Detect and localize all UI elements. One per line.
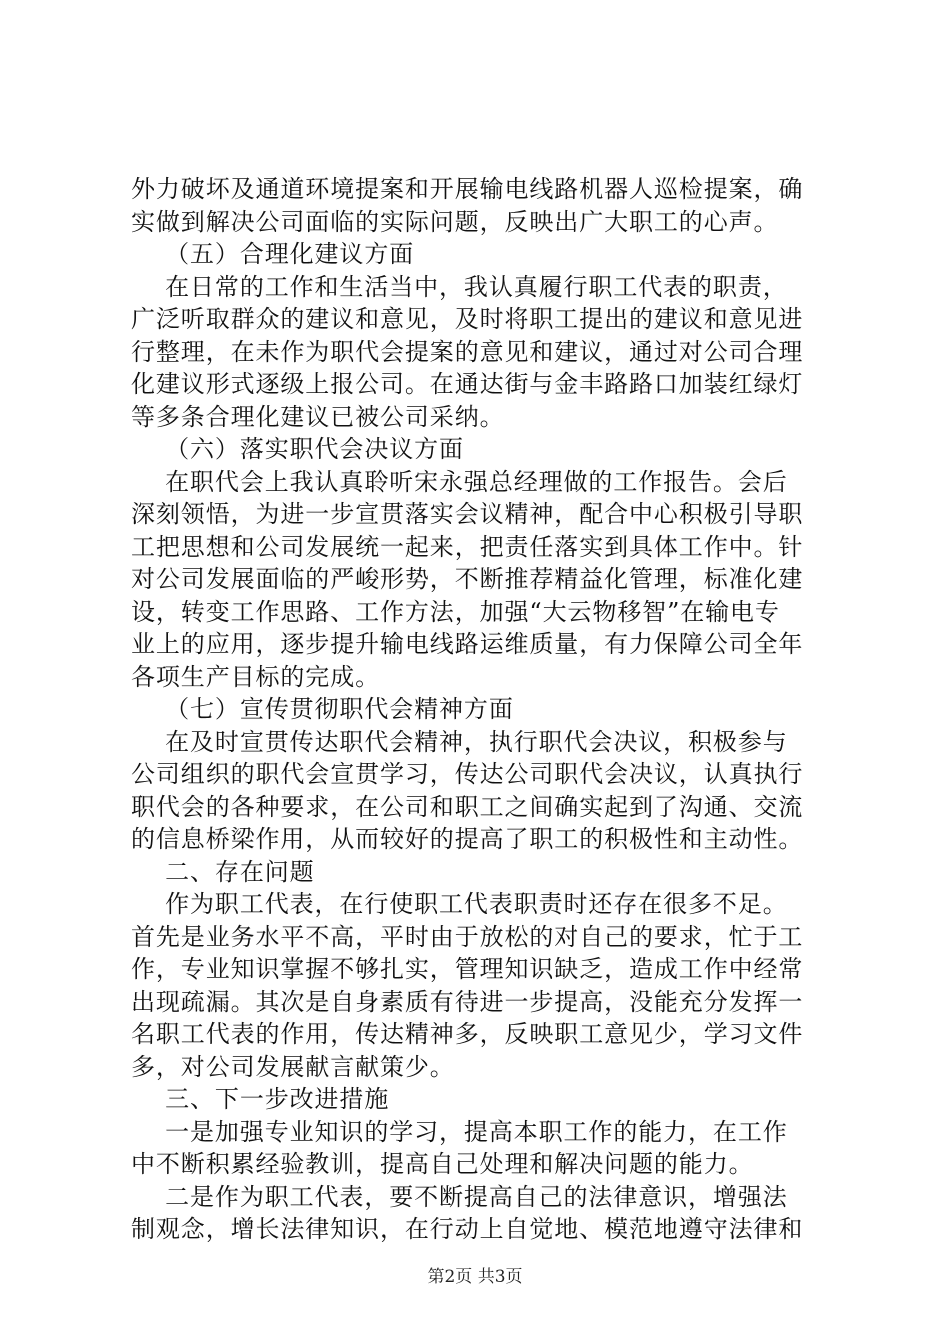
text-line: 业上的应用，逐步提升输电线路运维质量，有力保障公司全年 [131,630,804,658]
section-heading: 二、存在问题 [131,857,315,886]
text-line: 首先是业务水平不高，平时由于放松的对自己的要求，忙于工 [131,922,804,951]
text-line: 行整理，在未作为职代会提案的意见和建议，通过对公司合理 [131,337,804,366]
text-line: 深刻领悟，为进一步宣贯落实会议精神，配合中心积极引导职 [131,500,804,528]
text-line: 作为职工代表，在行使职工代表职责时还存在很多不足。 [131,890,788,918]
section-heading: （五）合理化建议方面 [131,240,415,268]
text-line: 在日常的工作和生活当中，我认真履行职工代表的职责， [131,272,788,301]
text-line: 广泛听取群众的建议和意见，及时将职工提出的建议和意见进 [131,305,804,333]
section-heading: （六）落实职代会决议方面 [131,435,464,463]
page-number: 第2页 共3页 [427,1267,523,1287]
section-heading: （七）宣传贯彻职代会精神方面 [131,695,514,723]
text-line: 二是作为职工代表，要不断提高自己的法律意识，增强法 [131,1182,788,1211]
text-line: 出现疏漏。其次是自身素质有待进一步提高，没能充分发挥一 [131,987,804,1016]
text-line: 各项生产目标的完成。 [131,662,380,691]
text-line: 制观念，增长法律知识，在行动上自觉地、模范地遵守法律和 [131,1215,804,1243]
text-line: 在职代会上我认真聆听宋永强总经理做的工作报告。会后 [131,467,788,496]
text-line: 工把思想和公司发展统一起来，把责任落实到具体工作中。针 [131,532,804,561]
text-line: 在及时宣贯传达职代会精神，执行职代会决议，积极参与 [131,727,788,756]
text-line: 作，专业知识掌握不够扎实，管理知识缺乏，造成工作中经常 [131,955,804,983]
text-line: 名职工代表的作用，传达精神多，反映职工意见少，学习文件 [131,1020,804,1048]
text-line: 一是加强专业知识的学习，提高本职工作的能力，在工作 [131,1117,788,1146]
page-footer [0,1262,950,1287]
text-line: 职代会的各种要求，在公司和职工之间确实起到了沟通、交流 [131,792,804,821]
text-line: 公司组织的职代会宣贯学习，传达公司职代会决议，认真执行 [131,760,804,788]
text-line: 设，转变工作思路、工作方法，加强“大云物移智”在输电专 [131,597,780,626]
text-line: 中不断积累经验教训，提高自己处理和解决问题的能力。 [131,1150,754,1178]
text-line: 等多条合理化建议已被公司采纳。 [131,402,505,431]
text-line: 外力破坏及通道环境提案和开展输电线路机器人巡检提案，确 [131,175,804,203]
text-line: 的信息桥梁作用，从而较好的提高了职工的积极性和主动性。 [131,825,804,853]
text-line: 化建议形式逐级上报公司。在通达街与金丰路路口加装红绿灯 [131,370,804,398]
text-line: 实做到解决公司面临的实际问题，反映出广大职工的心声。 [131,207,779,236]
document-body [131,173,831,1246]
text-line: 多，对公司发展献言献策少。 [131,1052,455,1081]
section-heading: 三、下一步改进措施 [131,1085,390,1113]
text-line: 对公司发展面临的严峻形势，不断推荐精益化管理，标准化建 [131,565,804,593]
